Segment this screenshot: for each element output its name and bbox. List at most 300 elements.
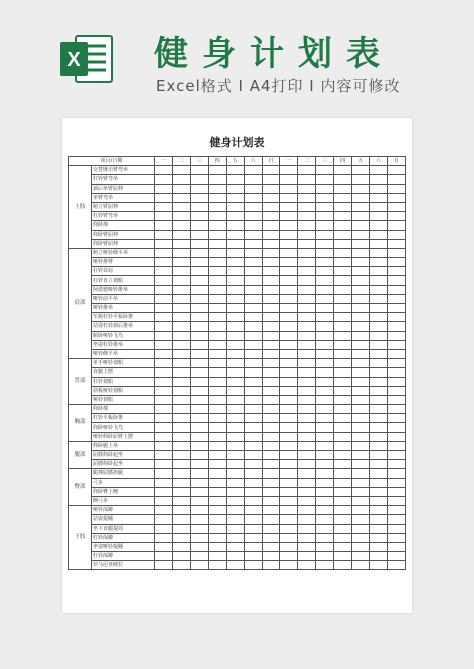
day-cell[interactable] [316, 451, 334, 460]
day-cell[interactable] [352, 432, 370, 441]
day-cell[interactable] [262, 533, 280, 542]
day-cell[interactable] [316, 423, 334, 432]
day-cell[interactable] [190, 276, 208, 285]
day-cell[interactable] [280, 212, 298, 221]
day-cell[interactable] [190, 414, 208, 423]
day-cell[interactable] [280, 340, 298, 349]
day-cell[interactable] [155, 561, 173, 570]
day-cell[interactable] [262, 184, 280, 193]
day-cell[interactable] [352, 267, 370, 276]
day-cell[interactable] [190, 322, 208, 331]
day-cell[interactable] [352, 175, 370, 184]
day-cell[interactable] [352, 368, 370, 377]
day-cell[interactable] [334, 331, 352, 340]
day-cell[interactable] [316, 515, 334, 524]
day-cell[interactable] [280, 432, 298, 441]
day-cell[interactable] [172, 166, 190, 175]
day-cell[interactable] [208, 349, 226, 358]
day-cell[interactable] [155, 414, 173, 423]
day-cell[interactable] [208, 524, 226, 533]
day-cell[interactable] [208, 202, 226, 211]
day-cell[interactable] [370, 469, 388, 478]
day-cell[interactable] [370, 267, 388, 276]
day-cell[interactable] [226, 487, 244, 496]
day-cell[interactable] [298, 469, 316, 478]
day-cell[interactable] [316, 285, 334, 294]
day-cell[interactable] [190, 221, 208, 230]
day-cell[interactable] [298, 423, 316, 432]
day-cell[interactable] [172, 506, 190, 515]
day-cell[interactable] [208, 469, 226, 478]
day-cell[interactable] [172, 313, 190, 322]
day-cell[interactable] [208, 423, 226, 432]
day-cell[interactable] [280, 331, 298, 340]
day-cell[interactable] [334, 451, 352, 460]
day-cell[interactable] [334, 506, 352, 515]
day-cell[interactable] [352, 221, 370, 230]
day-cell[interactable] [172, 542, 190, 551]
day-cell[interactable] [244, 202, 262, 211]
day-cell[interactable] [226, 395, 244, 404]
day-cell[interactable] [352, 359, 370, 368]
day-cell[interactable] [190, 285, 208, 294]
day-cell[interactable] [155, 386, 173, 395]
day-cell[interactable] [370, 331, 388, 340]
day-cell[interactable] [316, 349, 334, 358]
day-cell[interactable] [280, 230, 298, 239]
day-cell[interactable] [262, 202, 280, 211]
day-cell[interactable] [226, 515, 244, 524]
day-cell[interactable] [155, 533, 173, 542]
day-cell[interactable] [244, 267, 262, 276]
day-cell[interactable] [387, 496, 405, 505]
day-cell[interactable] [172, 331, 190, 340]
day-cell[interactable] [190, 506, 208, 515]
day-cell[interactable] [190, 349, 208, 358]
day-cell[interactable] [244, 377, 262, 386]
day-cell[interactable] [352, 441, 370, 450]
day-cell[interactable] [352, 395, 370, 404]
day-cell[interactable] [262, 386, 280, 395]
day-cell[interactable] [298, 368, 316, 377]
day-cell[interactable] [280, 478, 298, 487]
day-cell[interactable] [172, 248, 190, 257]
day-cell[interactable] [226, 221, 244, 230]
day-cell[interactable] [316, 533, 334, 542]
day-cell[interactable] [298, 441, 316, 450]
day-cell[interactable] [226, 386, 244, 395]
day-cell[interactable] [262, 239, 280, 248]
day-cell[interactable] [190, 561, 208, 570]
day-cell[interactable] [208, 248, 226, 257]
day-cell[interactable] [172, 524, 190, 533]
day-cell[interactable] [316, 239, 334, 248]
day-cell[interactable] [280, 276, 298, 285]
day-cell[interactable] [208, 285, 226, 294]
day-cell[interactable] [370, 405, 388, 414]
day-cell[interactable] [226, 506, 244, 515]
day-cell[interactable] [352, 377, 370, 386]
day-cell[interactable] [244, 304, 262, 313]
day-cell[interactable] [172, 184, 190, 193]
day-cell[interactable] [244, 542, 262, 551]
day-cell[interactable] [316, 432, 334, 441]
day-cell[interactable] [262, 294, 280, 303]
day-cell[interactable] [226, 423, 244, 432]
day-cell[interactable] [387, 221, 405, 230]
day-cell[interactable] [244, 221, 262, 230]
day-cell[interactable] [190, 441, 208, 450]
day-cell[interactable] [226, 552, 244, 561]
day-cell[interactable] [208, 221, 226, 230]
day-cell[interactable] [316, 175, 334, 184]
day-cell[interactable] [352, 276, 370, 285]
day-cell[interactable] [370, 451, 388, 460]
day-cell[interactable] [190, 304, 208, 313]
day-cell[interactable] [280, 487, 298, 496]
day-cell[interactable] [262, 258, 280, 267]
day-cell[interactable] [334, 478, 352, 487]
day-cell[interactable] [298, 285, 316, 294]
day-cell[interactable] [190, 460, 208, 469]
day-cell[interactable] [190, 451, 208, 460]
day-cell[interactable] [244, 478, 262, 487]
day-cell[interactable] [172, 267, 190, 276]
day-cell[interactable] [208, 377, 226, 386]
day-cell[interactable] [387, 561, 405, 570]
day-cell[interactable] [316, 487, 334, 496]
day-cell[interactable] [208, 432, 226, 441]
day-cell[interactable] [298, 212, 316, 221]
day-cell[interactable] [262, 441, 280, 450]
day-cell[interactable] [208, 193, 226, 202]
day-cell[interactable] [262, 276, 280, 285]
day-cell[interactable] [387, 487, 405, 496]
day-cell[interactable] [190, 432, 208, 441]
day-cell[interactable] [172, 533, 190, 542]
day-cell[interactable] [316, 322, 334, 331]
day-cell[interactable] [155, 285, 173, 294]
day-cell[interactable] [298, 276, 316, 285]
day-cell[interactable] [352, 506, 370, 515]
day-cell[interactable] [316, 193, 334, 202]
day-cell[interactable] [316, 506, 334, 515]
day-cell[interactable] [155, 506, 173, 515]
day-cell[interactable] [172, 414, 190, 423]
day-cell[interactable] [262, 267, 280, 276]
day-cell[interactable] [387, 175, 405, 184]
day-cell[interactable] [190, 552, 208, 561]
day-cell[interactable] [190, 487, 208, 496]
day-cell[interactable] [280, 368, 298, 377]
day-cell[interactable] [352, 313, 370, 322]
day-cell[interactable] [208, 294, 226, 303]
day-cell[interactable] [190, 340, 208, 349]
day-cell[interactable] [226, 441, 244, 450]
day-cell[interactable] [280, 258, 298, 267]
day-cell[interactable] [280, 322, 298, 331]
day-cell[interactable] [244, 248, 262, 257]
day-cell[interactable] [387, 285, 405, 294]
day-cell[interactable] [262, 542, 280, 551]
day-cell[interactable] [334, 166, 352, 175]
day-cell[interactable] [280, 469, 298, 478]
day-cell[interactable] [226, 349, 244, 358]
day-cell[interactable] [352, 533, 370, 542]
day-cell[interactable] [172, 469, 190, 478]
day-cell[interactable] [190, 405, 208, 414]
day-cell[interactable] [244, 487, 262, 496]
day-cell[interactable] [370, 515, 388, 524]
day-cell[interactable] [298, 524, 316, 533]
day-cell[interactable] [370, 239, 388, 248]
day-cell[interactable] [226, 414, 244, 423]
day-cell[interactable] [334, 515, 352, 524]
day-cell[interactable] [352, 515, 370, 524]
day-cell[interactable] [262, 166, 280, 175]
day-cell[interactable] [387, 542, 405, 551]
day-cell[interactable] [387, 202, 405, 211]
day-cell[interactable] [370, 221, 388, 230]
day-cell[interactable] [262, 221, 280, 230]
day-cell[interactable] [352, 349, 370, 358]
day-cell[interactable] [208, 230, 226, 239]
day-cell[interactable] [352, 193, 370, 202]
day-cell[interactable] [226, 451, 244, 460]
day-cell[interactable] [298, 506, 316, 515]
day-cell[interactable] [370, 304, 388, 313]
day-cell[interactable] [208, 239, 226, 248]
day-cell[interactable] [172, 552, 190, 561]
day-cell[interactable] [155, 304, 173, 313]
day-cell[interactable] [280, 193, 298, 202]
day-cell[interactable] [155, 193, 173, 202]
day-cell[interactable] [334, 405, 352, 414]
day-cell[interactable] [370, 349, 388, 358]
day-cell[interactable] [316, 414, 334, 423]
day-cell[interactable] [208, 542, 226, 551]
day-cell[interactable] [387, 377, 405, 386]
day-cell[interactable] [316, 258, 334, 267]
day-cell[interactable] [262, 414, 280, 423]
day-cell[interactable] [226, 460, 244, 469]
day-cell[interactable] [208, 487, 226, 496]
day-cell[interactable] [208, 395, 226, 404]
day-cell[interactable] [370, 212, 388, 221]
day-cell[interactable] [352, 212, 370, 221]
day-cell[interactable] [172, 322, 190, 331]
day-cell[interactable] [262, 349, 280, 358]
day-cell[interactable] [155, 258, 173, 267]
day-cell[interactable] [334, 368, 352, 377]
day-cell[interactable] [226, 331, 244, 340]
day-cell[interactable] [334, 221, 352, 230]
day-cell[interactable] [155, 322, 173, 331]
day-cell[interactable] [387, 460, 405, 469]
day-cell[interactable] [316, 542, 334, 551]
day-cell[interactable] [298, 515, 316, 524]
day-cell[interactable] [352, 230, 370, 239]
day-cell[interactable] [190, 359, 208, 368]
day-cell[interactable] [316, 331, 334, 340]
day-cell[interactable] [387, 294, 405, 303]
day-cell[interactable] [244, 239, 262, 248]
day-cell[interactable] [262, 432, 280, 441]
day-cell[interactable] [334, 469, 352, 478]
day-cell[interactable] [298, 349, 316, 358]
day-cell[interactable] [226, 533, 244, 542]
day-cell[interactable] [280, 202, 298, 211]
day-cell[interactable] [244, 496, 262, 505]
day-cell[interactable] [316, 460, 334, 469]
day-cell[interactable] [190, 166, 208, 175]
day-cell[interactable] [262, 377, 280, 386]
day-cell[interactable] [370, 276, 388, 285]
day-cell[interactable] [262, 515, 280, 524]
day-cell[interactable] [190, 248, 208, 257]
day-cell[interactable] [370, 175, 388, 184]
day-cell[interactable] [298, 478, 316, 487]
day-cell[interactable] [316, 524, 334, 533]
day-cell[interactable] [387, 524, 405, 533]
day-cell[interactable] [190, 368, 208, 377]
day-cell[interactable] [244, 414, 262, 423]
day-cell[interactable] [316, 469, 334, 478]
day-cell[interactable] [298, 331, 316, 340]
day-cell[interactable] [370, 368, 388, 377]
day-cell[interactable] [226, 202, 244, 211]
day-cell[interactable] [226, 258, 244, 267]
day-cell[interactable] [316, 368, 334, 377]
day-cell[interactable] [387, 515, 405, 524]
day-cell[interactable] [387, 395, 405, 404]
day-cell[interactable] [370, 460, 388, 469]
day-cell[interactable] [226, 230, 244, 239]
day-cell[interactable] [172, 460, 190, 469]
day-cell[interactable] [298, 239, 316, 248]
day-cell[interactable] [190, 524, 208, 533]
day-cell[interactable] [387, 478, 405, 487]
day-cell[interactable] [387, 469, 405, 478]
day-cell[interactable] [280, 405, 298, 414]
day-cell[interactable] [352, 469, 370, 478]
day-cell[interactable] [334, 496, 352, 505]
day-cell[interactable] [155, 359, 173, 368]
day-cell[interactable] [352, 248, 370, 257]
day-cell[interactable] [370, 285, 388, 294]
day-cell[interactable] [155, 515, 173, 524]
day-cell[interactable] [262, 423, 280, 432]
day-cell[interactable] [172, 221, 190, 230]
day-cell[interactable] [244, 340, 262, 349]
day-cell[interactable] [370, 552, 388, 561]
day-cell[interactable] [155, 166, 173, 175]
day-cell[interactable] [370, 377, 388, 386]
day-cell[interactable] [298, 313, 316, 322]
day-cell[interactable] [262, 405, 280, 414]
day-cell[interactable] [280, 515, 298, 524]
day-cell[interactable] [316, 184, 334, 193]
day-cell[interactable] [298, 414, 316, 423]
day-cell[interactable] [280, 506, 298, 515]
day-cell[interactable] [208, 267, 226, 276]
day-cell[interactable] [190, 533, 208, 542]
day-cell[interactable] [334, 276, 352, 285]
day-cell[interactable] [387, 193, 405, 202]
day-cell[interactable] [172, 496, 190, 505]
day-cell[interactable] [155, 349, 173, 358]
day-cell[interactable] [190, 496, 208, 505]
day-cell[interactable] [387, 533, 405, 542]
day-cell[interactable] [387, 276, 405, 285]
day-cell[interactable] [208, 451, 226, 460]
day-cell[interactable] [334, 542, 352, 551]
day-cell[interactable] [334, 184, 352, 193]
day-cell[interactable] [262, 395, 280, 404]
day-cell[interactable] [155, 184, 173, 193]
day-cell[interactable] [208, 478, 226, 487]
day-cell[interactable] [370, 533, 388, 542]
day-cell[interactable] [352, 496, 370, 505]
day-cell[interactable] [190, 175, 208, 184]
day-cell[interactable] [208, 322, 226, 331]
day-cell[interactable] [155, 451, 173, 460]
day-cell[interactable] [155, 377, 173, 386]
day-cell[interactable] [190, 193, 208, 202]
day-cell[interactable] [370, 184, 388, 193]
day-cell[interactable] [334, 248, 352, 257]
day-cell[interactable] [316, 405, 334, 414]
day-cell[interactable] [298, 561, 316, 570]
day-cell[interactable] [244, 285, 262, 294]
day-cell[interactable] [370, 248, 388, 257]
day-cell[interactable] [155, 423, 173, 432]
day-cell[interactable] [387, 313, 405, 322]
day-cell[interactable] [334, 258, 352, 267]
day-cell[interactable] [244, 533, 262, 542]
day-cell[interactable] [352, 322, 370, 331]
day-cell[interactable] [370, 423, 388, 432]
day-cell[interactable] [334, 230, 352, 239]
day-cell[interactable] [387, 359, 405, 368]
day-cell[interactable] [298, 451, 316, 460]
day-cell[interactable] [262, 313, 280, 322]
day-cell[interactable] [352, 184, 370, 193]
day-cell[interactable] [172, 395, 190, 404]
day-cell[interactable] [298, 248, 316, 257]
day-cell[interactable] [334, 175, 352, 184]
day-cell[interactable] [226, 340, 244, 349]
day-cell[interactable] [208, 533, 226, 542]
day-cell[interactable] [352, 487, 370, 496]
day-cell[interactable] [334, 377, 352, 386]
day-cell[interactable] [352, 552, 370, 561]
day-cell[interactable] [208, 506, 226, 515]
day-cell[interactable] [208, 175, 226, 184]
day-cell[interactable] [172, 386, 190, 395]
day-cell[interactable] [190, 386, 208, 395]
day-cell[interactable] [334, 441, 352, 450]
day-cell[interactable] [172, 368, 190, 377]
day-cell[interactable] [262, 561, 280, 570]
day-cell[interactable] [280, 552, 298, 561]
day-cell[interactable] [387, 432, 405, 441]
day-cell[interactable] [155, 432, 173, 441]
day-cell[interactable] [172, 515, 190, 524]
day-cell[interactable] [208, 552, 226, 561]
day-cell[interactable] [387, 405, 405, 414]
day-cell[interactable] [262, 368, 280, 377]
